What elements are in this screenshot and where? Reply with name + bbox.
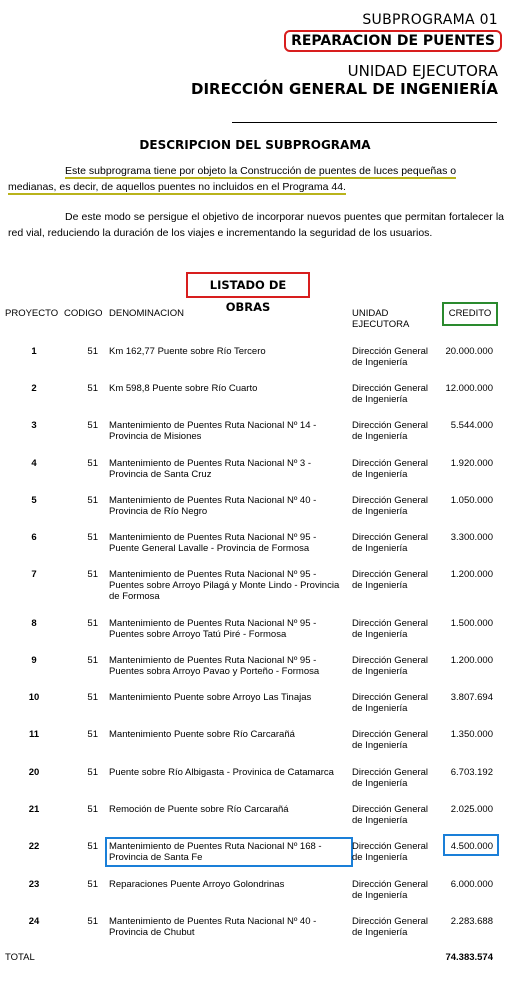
cell-codigo: 51 xyxy=(87,346,98,357)
works-list-title: LISTADO DE OBRAS xyxy=(186,272,310,298)
column-header-codigo: CODIGO xyxy=(64,308,103,319)
cell-proyecto: 21 xyxy=(28,804,40,815)
cell-unidad-ejecutora: Dirección General de Ingeniería xyxy=(352,618,429,640)
cell-proyecto: 4 xyxy=(31,458,37,469)
cell-unidad-ejecutora: Dirección General de Ingeniería xyxy=(352,841,429,863)
cell-codigo: 51 xyxy=(87,618,98,629)
cell-codigo: 51 xyxy=(87,420,98,431)
cell-denominacion: Mantenimiento de Puentes Ruta Nacional Nº 14 - Provincia de Misiones xyxy=(109,420,317,442)
cell-credito: 6.703.192 xyxy=(450,767,493,778)
description-paragraph-1 xyxy=(8,163,504,195)
cell-codigo: 51 xyxy=(87,804,98,815)
cell-codigo: 51 xyxy=(87,655,98,666)
cell-credito: 2.025.000 xyxy=(450,804,493,815)
total-value: 74.383.574 xyxy=(445,952,493,963)
cell-unidad-ejecutora: Dirección General de Ingeniería xyxy=(352,804,429,826)
cell-proyecto: 11 xyxy=(28,729,40,740)
cell-credito: 20.000.000 xyxy=(445,346,493,357)
cell-credito: 3.807.694 xyxy=(450,692,493,703)
cell-credito: 4.500.000 xyxy=(450,841,493,852)
cell-unidad-ejecutora: Dirección General de Ingeniería xyxy=(352,916,429,938)
cell-unidad-ejecutora: Dirección General de Ingeniería xyxy=(352,420,429,442)
cell-denominacion: Reparaciones Puente Arroyo Golondrinas xyxy=(109,879,285,890)
cell-proyecto: 6 xyxy=(31,532,37,543)
cell-codigo: 51 xyxy=(87,841,98,852)
column-header-credito: CREDITO xyxy=(442,302,498,326)
cell-proyecto: 7 xyxy=(31,569,37,580)
cell-credito: 3.300.000 xyxy=(450,532,493,543)
header-divider xyxy=(232,122,497,123)
cell-credito: 1.200.000 xyxy=(450,655,493,666)
paragraph-1-line-2: medianas, es decir, de aquellos puentes no incluidos en el Programa 44. xyxy=(8,181,346,193)
cell-credito: 1.350.000 xyxy=(450,729,493,740)
cell-codigo: 51 xyxy=(87,692,98,703)
cell-credito: 2.283.688 xyxy=(450,916,493,927)
cell-denominacion: Puente sobre Río Albigasta - Provinica de Catamarca xyxy=(109,767,334,778)
cell-unidad-ejecutora: Dirección General de Ingeniería xyxy=(352,495,429,517)
total-label: TOTAL xyxy=(5,952,35,963)
cell-codigo: 51 xyxy=(87,767,98,778)
cell-proyecto: 1 xyxy=(31,346,37,357)
cell-unidad-ejecutora: Dirección General de Ingeniería xyxy=(352,767,429,789)
cell-codigo: 51 xyxy=(87,495,98,506)
cell-unidad-ejecutora: Dirección General de Ingeniería xyxy=(352,346,429,368)
cell-codigo: 51 xyxy=(87,532,98,543)
column-header-unidad-ejecutora: UNIDAD EJECUTORA xyxy=(352,308,410,330)
cell-credito: 6.000.000 xyxy=(450,879,493,890)
cell-codigo: 51 xyxy=(87,879,98,890)
cell-denominacion: Remoción de Puente sobre Río Carcarañá xyxy=(109,804,289,815)
cell-proyecto: 20 xyxy=(28,767,40,778)
description-title: DESCRIPCION DEL SUBPROGRAMA xyxy=(139,138,371,152)
cell-unidad-ejecutora: Dirección General de Ingeniería xyxy=(352,532,429,554)
cell-denominacion: Mantenimiento de Puentes Ruta Nacional Nº 95 - Puentes sobra Arroyo Pavao y Porteño - Formosa xyxy=(109,655,320,677)
cell-proyecto: 22 xyxy=(28,841,40,852)
executing-unit-label: UNIDAD EJECUTORA xyxy=(347,62,498,80)
cell-denominacion: Km 162,77 Puente sobre Río Tercero xyxy=(109,346,266,357)
cell-proyecto: 9 xyxy=(31,655,37,666)
credito-highlight-box xyxy=(443,834,499,856)
cell-proyecto: 8 xyxy=(31,618,37,629)
cell-denominacion: Mantenimiento de Puentes Ruta Nacional Nº 95 - Puente General Lavalle - Provincia de Formosa xyxy=(109,532,317,554)
cell-codigo: 51 xyxy=(87,458,98,469)
paragraph-1-line-1: Este subprograma tiene por objeto la Construcción de puentes de luces pequeñas o xyxy=(65,165,457,177)
description-paragraph-2: De este modo se persigue el objetivo de incorporar nuevos puentes que permitan fortalecer la red vial, reduciendo la duración de los viajes e incrementando la seguridad de los usuarios. xyxy=(8,211,504,239)
cell-codigo: 51 xyxy=(87,383,98,394)
cell-denominacion: Mantenimiento de Puentes Ruta Nacional Nº 168 - Provincia de Santa Fe xyxy=(109,841,349,863)
column-header-denominacion: DENOMINACION xyxy=(109,308,184,319)
subprogram-number: SUBPROGRAMA 01 xyxy=(362,12,498,28)
cell-denominacion: Mantenimiento de Puentes Ruta Nacional Nº 3 - Provincia de Santa Cruz xyxy=(109,458,312,480)
cell-unidad-ejecutora: Dirección General de Ingeniería xyxy=(352,692,429,714)
cell-credito: 1.050.000 xyxy=(450,495,493,506)
cell-credito: 12.000.000 xyxy=(445,383,493,394)
cell-unidad-ejecutora: Dirección General de Ingeniería xyxy=(352,569,429,591)
cell-unidad-ejecutora: Dirección General de Ingeniería xyxy=(352,383,429,405)
cell-proyecto: 3 xyxy=(31,420,37,431)
cell-unidad-ejecutora: Dirección General de Ingeniería xyxy=(352,655,429,677)
cell-proyecto: 23 xyxy=(28,879,40,890)
cell-denominacion: Mantenimiento de Puentes Ruta Nacional Nº 40 - Provincia de Chubut xyxy=(109,916,317,938)
cell-codigo: 51 xyxy=(87,916,98,927)
cell-unidad-ejecutora: Dirección General de Ingeniería xyxy=(352,729,429,751)
cell-credito: 1.920.000 xyxy=(450,458,493,469)
cell-denominacion: Mantenimiento de Puentes Ruta Nacional Nº 40 - Provincia de Río Negro xyxy=(109,495,317,517)
column-header-proyecto: PROYECTO xyxy=(5,308,59,319)
cell-denominacion: Mantenimiento Puente sobre Arroyo Las Tinajas xyxy=(109,692,312,703)
subprogram-name-highlighted: REPARACION DE PUENTES xyxy=(284,30,502,52)
cell-denominacion: Mantenimiento Puente sobre Río Carcarañá xyxy=(109,729,295,740)
cell-codigo: 51 xyxy=(87,569,98,580)
cell-proyecto: 2 xyxy=(31,383,37,394)
cell-denominacion: Mantenimiento de Puentes Ruta Nacional Nº 95 - Puentes sobre Arroyo Tatú Piré - Formosa xyxy=(109,618,317,640)
cell-proyecto: 24 xyxy=(28,916,40,927)
cell-credito: 1.500.000 xyxy=(450,618,493,629)
cell-proyecto: 10 xyxy=(28,692,40,703)
cell-denominacion: Km 598,8 Puente sobre Río Cuarto xyxy=(109,383,258,394)
cell-credito: 1.200.000 xyxy=(450,569,493,580)
cell-codigo: 51 xyxy=(87,729,98,740)
cell-denominacion: Mantenimiento de Puentes Ruta Nacional Nº 95 - Puentes sobre Arroyo Pilagá y Monte Lindo - Provincia de Formosa xyxy=(109,569,340,602)
executing-unit-value: DIRECCIÓN GENERAL DE INGENIERÍA xyxy=(191,80,498,98)
cell-unidad-ejecutora: Dirección General de Ingeniería xyxy=(352,458,429,480)
cell-unidad-ejecutora: Dirección General de Ingeniería xyxy=(352,879,429,901)
cell-credito: 5.544.000 xyxy=(450,420,493,431)
cell-proyecto: 5 xyxy=(31,495,37,506)
